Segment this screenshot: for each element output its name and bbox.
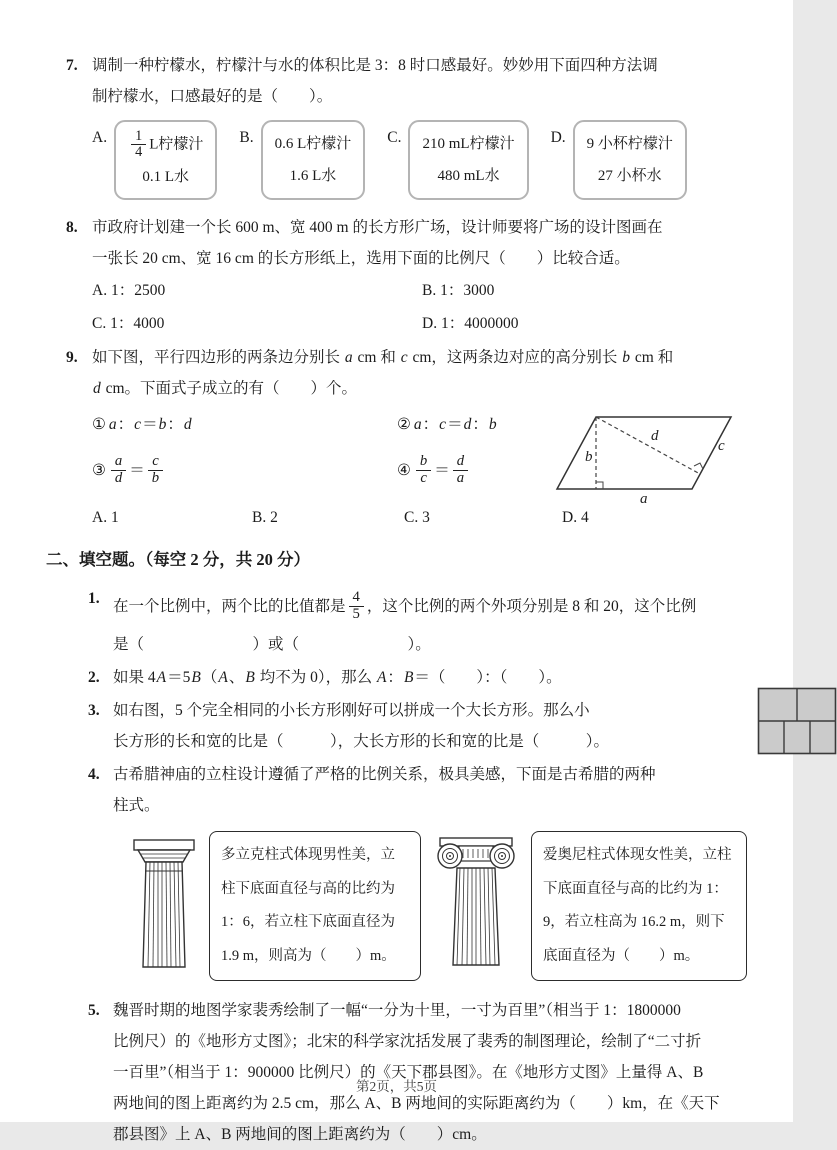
fill-4-number: 4.	[88, 766, 100, 783]
question-8-number: 8.	[66, 219, 78, 236]
svg-text:b: b	[585, 449, 593, 465]
question-8-option-b: B. 1：3000	[422, 282, 495, 299]
question-9-option-c: C. 3	[404, 509, 430, 526]
fill-3-number: 3.	[88, 702, 100, 719]
fill-1-number: 1.	[88, 590, 100, 607]
fill-1-line2: 是（ ）或（ ）。	[113, 636, 431, 653]
question-7-option-a	[92, 120, 217, 200]
fill-3-line2: 长方形的长和宽的比是（ ），大长方形的长和宽的比是（ ）。	[113, 733, 610, 750]
option-c-box	[408, 120, 528, 200]
fill-question-5	[88, 995, 747, 1150]
question-8-option-c: C. 1：4000	[92, 315, 165, 332]
fill-4-line2: 柱式。	[113, 797, 160, 814]
ionic-column-icon	[429, 831, 523, 978]
question-7-options	[92, 120, 747, 200]
question-8-options	[92, 274, 747, 340]
fill-5-line5: 郡县图》上 A、B 两地间的图上距离约为（ ）cm。	[113, 1126, 487, 1143]
question-8-option-d: D. 1：4000000	[422, 315, 519, 332]
formula-3: ③ $\frac{a}{d}$ ＝ $\frac{c}{b}$	[92, 443, 397, 497]
doric-text-box: 多立克柱式体现男性美，立柱下底面直径与高的比约为 1：6，若立柱下底面直径为 1.9 m，则高为（ ）m。	[209, 831, 421, 981]
option-a-juice	[128, 129, 203, 161]
question-8-text-line1: 市政府计划建一个长 600 m、宽 400 m 的长方形广场，设计师要将广场的设计图画在	[92, 219, 663, 236]
columns-figure-row	[127, 831, 747, 981]
svg-text:a: a	[640, 491, 648, 507]
fill-5-line3: 一百里”（相当于 1：900000 比例尺）的《天下郡县图》。在《地形方丈图》上量得 A、B	[113, 1064, 704, 1081]
question-7	[66, 50, 747, 210]
svg-text:c: c	[718, 438, 725, 454]
fill-2-text: 如果 4A＝5B（A、B 均不为 0），那么 A：B＝（ ）：（ ）。	[113, 669, 562, 686]
question-9-option-b: B. 2	[252, 509, 278, 526]
fill-1-line1: 在一个比例中，两个比的比值都是 $\frac{4}{5}$ ，这个比例的两个外项分别是 8 和 20，这个比例	[113, 588, 697, 622]
formula-4: ④ $\frac{b}{c}$ ＝ $\frac{d}{a}$	[397, 443, 747, 497]
option-c-water: 480 mL水	[437, 167, 500, 184]
option-d-water: 27 小杯水	[597, 167, 662, 184]
question-9-option-a: A. 1	[92, 509, 119, 526]
option-a-label: A.	[92, 129, 108, 146]
fill-5-line1: 魏晋时期的地图学家裴秀绘制了一幅“一分为十里，一寸为百里”（相当于 1：1800000	[113, 1002, 681, 1019]
option-c-label: C.	[387, 129, 402, 146]
option-d-box	[573, 120, 687, 200]
fill-2-number: 2.	[88, 669, 100, 686]
fill-3-line1: 如右图，5 个完全相同的小长方形刚好可以拼成一个大长方形。那么小	[113, 702, 590, 719]
option-c-juice: 210 mL柠檬汁	[422, 136, 515, 152]
formula-1: ① a：c＝b：d	[92, 416, 192, 433]
ionic-text-box: 爱奥尼柱式体现女性美，立柱下底面直径与高的比约为 1：9，若立柱高为 16.2 m，则下底面直径为（ ）m。	[531, 831, 747, 981]
doric-column-icon	[127, 831, 201, 980]
question-7-option-d	[551, 120, 687, 200]
option-a-water: 0.1 L水	[142, 168, 190, 185]
question-8-text-line2: 一张长 20 cm、宽 16 cm 的长方形纸上，选用下面的比例尺（ ）比较合适。	[92, 250, 630, 267]
page-footer: 第2页，共5页	[356, 1079, 437, 1094]
fill-question-4	[88, 759, 747, 993]
option-b-juice: 0.6 L柠檬汁	[274, 136, 352, 152]
fill-question-3	[88, 695, 747, 757]
parallelogram-figure	[545, 404, 751, 515]
question-9	[66, 342, 747, 534]
section-2-title: 二、填空题。（每空 2 分，共 20 分）	[46, 550, 310, 569]
question-8	[66, 212, 747, 340]
option-a-juice-unit: L柠檬汁	[149, 136, 204, 153]
question-7-option-c	[387, 120, 528, 200]
fraction-denominator: 4	[135, 144, 143, 161]
option-d-label: D.	[550, 129, 566, 146]
option-b-box	[261, 120, 366, 200]
fraction-numerator: 4	[349, 590, 364, 607]
option-d-juice: 9 小杯柠檬汁	[586, 136, 673, 152]
fill-4-line1: 古希腊神庙的立柱设计遵循了严格的比例关系，极具美感，下面是古希腊的两种	[113, 766, 656, 783]
question-9-text-line2: d cm。下面式子成立的有（ ）个。	[93, 380, 358, 397]
fraction-denominator: 5	[352, 605, 360, 622]
svg-text:d: d	[651, 428, 659, 444]
question-9-option-d: D. 4	[562, 509, 589, 526]
fill-5-number: 5.	[88, 1002, 100, 1019]
question-9-text-line1: 如下图，平行四边形的两条边分别长 a cm 和 c cm，这两条边对应的高分别长 b cm 和	[92, 349, 674, 366]
fill-question-1	[88, 583, 747, 660]
fill-question-2	[88, 662, 747, 693]
fraction-numerator: 1	[131, 129, 146, 145]
option-b-label: B.	[239, 129, 254, 146]
rectangles-figure	[757, 687, 837, 766]
formula-2: ② a：c＝d：b	[397, 416, 497, 433]
question-8-option-a: A. 1：2500	[92, 282, 166, 299]
question-7-option-b	[239, 120, 365, 200]
fill-5-line4: 两地间的图上距离约为 2.5 cm，那么 A、B 两地间的实际距离约为（ ）km，在《天下	[113, 1095, 720, 1112]
question-7-number: 7.	[66, 57, 78, 74]
question-9-number: 9.	[66, 349, 78, 366]
fill-5-line2: 比例尺）的《地形方丈图》；北宋的科学家沈括发展了裴秀的制图理论，绘制了“二寸折	[113, 1033, 702, 1050]
option-a-box	[114, 120, 217, 200]
option-b-water: 1.6 L水	[289, 167, 337, 184]
question-7-text-line2: 制柠檬水，口感最好的是（ ）。	[92, 88, 333, 105]
question-7-text-line1: 调制一种柠檬水，柠檬汁与水的体积比是 3：8 时口感最好。妙妙用下面四种方法调	[92, 57, 658, 74]
